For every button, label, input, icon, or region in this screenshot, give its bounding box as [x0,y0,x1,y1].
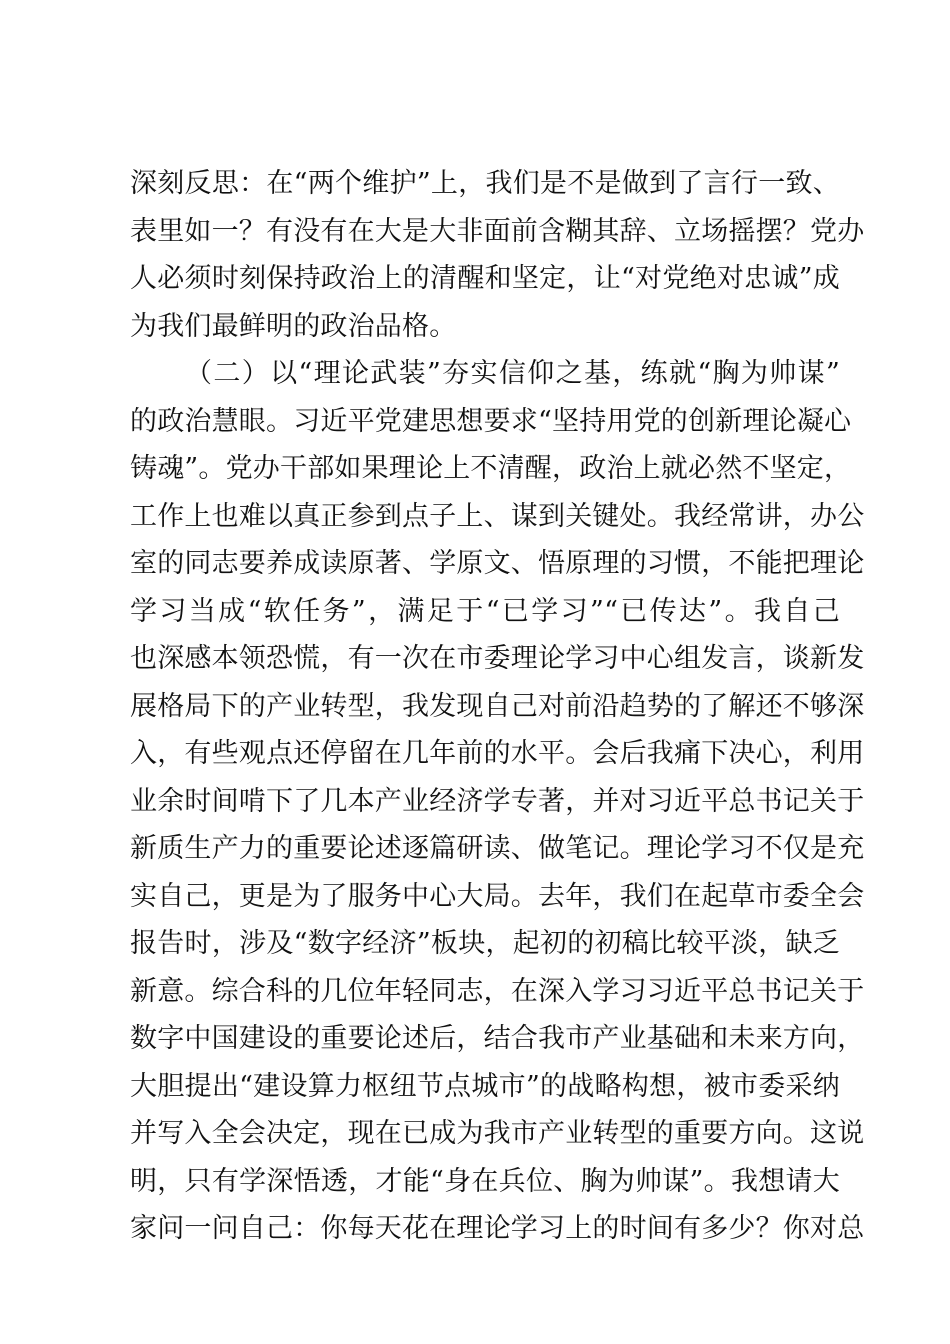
text-line: 实自己，更是为了服务中心大局。去年，我们在起草市委全会 [130,880,865,912]
text-line: 新意。综合科的几位年轻同志，在深入学习习近平总书记关于 [130,975,865,1007]
text-line: 表里如一？有没有在大是大非面前含糊其辞、立场摇摆？党办 [130,215,865,247]
text-line: 数字中国建设的重要论述后，结合我市产业基础和未来方向， [130,1023,865,1054]
body-text [130,160,865,1253]
text-line: 展格局下的产业转型，我发现自己对前沿趋势的了解还不够深 [130,690,865,722]
text-line: 深刻反思：在“两个维护”上，我们是不是做到了言行一致、 [130,168,840,199]
text-line: 报告时，涉及“数字经济”板块，起初的初稿比较平淡，缺乏 [130,928,840,959]
text-line: 工作上也难以真正参到点子上、谋到关键处。我经常讲，办公 [130,500,865,532]
text-line: 业余时间啃下了几本产业经济学专著，并对习近平总书记关于 [130,785,865,817]
text-line: 明，只有学深悟透，才能“身在兵位、胸为帅谋”。我想请大 [130,1165,840,1197]
text-line: 为我们最鲜明的政治品格。 [130,310,457,342]
text-line: 的政治慧眼。习近平党建思想要求“坚持用党的创新理论凝心 [130,405,852,437]
text-line: 大胆提出“建设算力枢纽节点城市”的战略构想，被市委采纳 [130,1070,840,1102]
text-line: 新质生产力的重要论述逐篇研读、做笔记。理论学习不仅是充 [130,833,865,864]
text-line: 学习当成“软任务”，满足于“已学习”“已传达”。我自己 [130,595,840,627]
text-line: 铸魂”。党办干部如果理论上不清醒，政治上就必然不坚定， [130,453,852,484]
text-line: 室的同志要养成读原著、学原文、悟原理的习惯，不能把理论 [130,548,865,579]
section-heading-line: （二）以“理论武装”夯实信仰之基，练就“胸为帅谋” [185,358,840,389]
text-line: 家问一问自己：你每天花在理论学习上的时间有多少？你对总 [130,1213,865,1244]
text-line: 人必须时刻保持政治上的清醒和坚定，让“对党绝对忠诚”成 [130,263,840,294]
text-line: 也深感本领恐慌，有一次在市委理论学习中心组发言，谈新发 [130,643,865,674]
text-line: 入，有些观点还停留在几年前的水平。会后我痛下决心，利用 [130,738,865,769]
text-line: 并写入全会决定，现在已成为我市产业转型的重要方向。这说 [130,1118,865,1149]
